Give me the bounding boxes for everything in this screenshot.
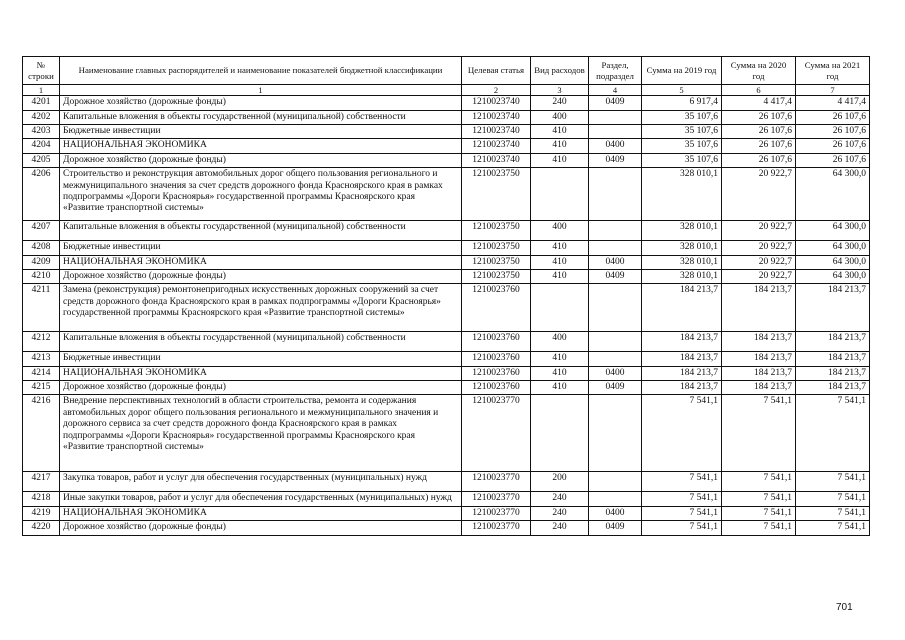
- row-number: 4212: [23, 332, 60, 352]
- header-row: [23, 57, 870, 85]
- row-sum-2019: 328 010,1: [642, 255, 722, 269]
- row-name: Капитальные вложения в объекты государственной (муниципальной) собственности: [60, 221, 462, 241]
- row-section: 0400: [589, 255, 642, 269]
- row-sum-2020: 184 213,7: [722, 352, 796, 366]
- row-number: 4213: [23, 352, 60, 366]
- row-sum-2019: 184 213,7: [642, 332, 722, 352]
- row-section: [589, 472, 642, 492]
- row-name: Дорожное хозяйство (дорожные фонды): [60, 521, 462, 535]
- column-number-row: [23, 85, 870, 96]
- row-expense-type: [531, 168, 589, 221]
- page-number: 701: [836, 602, 853, 613]
- row-sum-2021: 64 300,0: [796, 241, 870, 255]
- row-sum-2021: 7 541,1: [796, 395, 870, 472]
- row-section: [589, 332, 642, 352]
- row-name: Дорожное хозяйство (дорожные фонды): [60, 381, 462, 395]
- row-section: 0409: [589, 521, 642, 535]
- row-sum-2021: 26 107,6: [796, 110, 870, 124]
- row-sum-2021: 26 107,6: [796, 139, 870, 153]
- row-sum-2021: 184 213,7: [796, 284, 870, 332]
- row-name: НАЦИОНАЛЬНАЯ ЭКОНОМИКА: [60, 139, 462, 153]
- row-name: Капитальные вложения в объекты государственной (муниципальной) собственности: [60, 110, 462, 124]
- row-target-article: 1210023760: [462, 284, 531, 332]
- row-sum-2019: 35 107,6: [642, 139, 722, 153]
- row-sum-2020: 4 417,4: [722, 96, 796, 110]
- row-number: 4209: [23, 255, 60, 269]
- row-number: 4204: [23, 139, 60, 153]
- row-number: 4216: [23, 395, 60, 472]
- row-number: 4202: [23, 110, 60, 124]
- row-target-article: 1210023760: [462, 381, 531, 395]
- row-expense-type: 400: [531, 332, 589, 352]
- column-number: 4: [589, 85, 642, 96]
- column-number: 2: [462, 85, 531, 96]
- header-sum-2019: Сумма на 2019 год: [642, 57, 722, 85]
- row-sum-2019: 184 213,7: [642, 381, 722, 395]
- row-number: 4220: [23, 521, 60, 535]
- row-sum-2019: 328 010,1: [642, 269, 722, 283]
- table-row: [23, 395, 870, 472]
- row-expense-type: 410: [531, 381, 589, 395]
- row-expense-type: 410: [531, 124, 589, 138]
- row-section: [589, 110, 642, 124]
- row-sum-2020: 184 213,7: [722, 332, 796, 352]
- row-sum-2020: 26 107,6: [722, 153, 796, 167]
- row-sum-2019: 328 010,1: [642, 168, 722, 221]
- row-sum-2019: 35 107,6: [642, 153, 722, 167]
- row-number: 4208: [23, 241, 60, 255]
- row-target-article: 1210023750: [462, 241, 531, 255]
- row-name: Дорожное хозяйство (дорожные фонды): [60, 269, 462, 283]
- budget-table: [22, 56, 870, 536]
- row-target-article: 1210023750: [462, 168, 531, 221]
- table-row: [23, 269, 870, 283]
- table-row: [23, 352, 870, 366]
- row-name: Бюджетные инвестиции: [60, 241, 462, 255]
- table-row: [23, 381, 870, 395]
- table-row: [23, 110, 870, 124]
- row-sum-2021: 64 300,0: [796, 269, 870, 283]
- row-number: 4218: [23, 492, 60, 506]
- column-number: 5: [642, 85, 722, 96]
- row-sum-2019: 7 541,1: [642, 472, 722, 492]
- table-row: [23, 521, 870, 535]
- row-sum-2020: 7 541,1: [722, 506, 796, 520]
- row-section: [589, 241, 642, 255]
- row-expense-type: 410: [531, 255, 589, 269]
- row-section: [589, 124, 642, 138]
- row-sum-2021: 26 107,6: [796, 124, 870, 138]
- row-sum-2019: 328 010,1: [642, 221, 722, 241]
- row-section: 0409: [589, 153, 642, 167]
- row-sum-2020: 7 541,1: [722, 521, 796, 535]
- row-number: 4203: [23, 124, 60, 138]
- row-sum-2019: 7 541,1: [642, 506, 722, 520]
- table-row: [23, 221, 870, 241]
- row-sum-2021: 64 300,0: [796, 255, 870, 269]
- row-sum-2021: 26 107,6: [796, 153, 870, 167]
- column-number: 3: [531, 85, 589, 96]
- row-number: 4210: [23, 269, 60, 283]
- row-sum-2020: 184 213,7: [722, 381, 796, 395]
- row-expense-type: 240: [531, 506, 589, 520]
- row-sum-2021: 184 213,7: [796, 366, 870, 380]
- row-expense-type: 410: [531, 153, 589, 167]
- row-expense-type: 240: [531, 521, 589, 535]
- header-target: Целевая статья: [462, 57, 531, 85]
- row-name: НАЦИОНАЛЬНАЯ ЭКОНОМИКА: [60, 255, 462, 269]
- row-target-article: 1210023740: [462, 110, 531, 124]
- row-sum-2020: 184 213,7: [722, 284, 796, 332]
- table-row: [23, 366, 870, 380]
- row-expense-type: 410: [531, 269, 589, 283]
- row-expense-type: 410: [531, 352, 589, 366]
- row-target-article: 1210023770: [462, 472, 531, 492]
- row-section: 0400: [589, 506, 642, 520]
- column-number: 1: [60, 85, 462, 96]
- row-sum-2019: 35 107,6: [642, 110, 722, 124]
- row-sum-2020: 26 107,6: [722, 139, 796, 153]
- table-row: [23, 153, 870, 167]
- row-sum-2021: 64 300,0: [796, 221, 870, 241]
- row-target-article: 1210023770: [462, 395, 531, 472]
- row-sum-2021: 4 417,4: [796, 96, 870, 110]
- row-number: 4217: [23, 472, 60, 492]
- row-target-article: 1210023770: [462, 506, 531, 520]
- table-row: [23, 332, 870, 352]
- row-sum-2019: 7 541,1: [642, 521, 722, 535]
- row-sum-2021: 7 541,1: [796, 492, 870, 506]
- row-section: 0409: [589, 96, 642, 110]
- row-expense-type: 240: [531, 96, 589, 110]
- row-name: Строительство и реконструкция автомобильных дорог общего пользования регионального и межмуниципального значения за счет средств дорожного фонда Красноярского края в рамках подпрограммы «Дороги Красноярья» государственной программы Красноярского края «Развитие транспортной системы»: [60, 168, 462, 221]
- row-expense-type: 410: [531, 139, 589, 153]
- row-sum-2020: 7 541,1: [722, 472, 796, 492]
- row-sum-2019: 6 917,4: [642, 96, 722, 110]
- row-section: [589, 168, 642, 221]
- row-sum-2020: 20 922,7: [722, 221, 796, 241]
- row-number: 4219: [23, 506, 60, 520]
- row-section: [589, 221, 642, 241]
- row-name: Иные закупки товаров, работ и услуг для обеспечения государственных (муниципальных) нужд: [60, 492, 462, 506]
- row-expense-type: 200: [531, 472, 589, 492]
- row-sum-2019: 184 213,7: [642, 284, 722, 332]
- row-section: 0409: [589, 381, 642, 395]
- row-name: Внедрение перспективных технологий в области строительства, ремонта и содержания автомобильных дорог общего пользования регионального и межмуниципального значения и дорожного сервиса за счет средств дорожного фонда Красноярского края в рамках подпрограммы «Дороги Красноярья» государственной программы Красноярского края «Развитие транспортной системы»: [60, 395, 462, 472]
- row-sum-2020: 20 922,7: [722, 168, 796, 221]
- table-row: [23, 255, 870, 269]
- row-section: [589, 395, 642, 472]
- header-sum-2021: Сумма на 2021 год: [796, 57, 870, 85]
- row-name: НАЦИОНАЛЬНАЯ ЭКОНОМИКА: [60, 366, 462, 380]
- column-number: 1: [23, 85, 60, 96]
- row-target-article: 1210023750: [462, 221, 531, 241]
- row-section: [589, 492, 642, 506]
- table-row: [23, 506, 870, 520]
- row-target-article: 1210023740: [462, 153, 531, 167]
- row-sum-2019: 184 213,7: [642, 366, 722, 380]
- row-expense-type: 410: [531, 241, 589, 255]
- row-name: Бюджетные инвестиции: [60, 352, 462, 366]
- row-name: Бюджетные инвестиции: [60, 124, 462, 138]
- row-expense-type: [531, 395, 589, 472]
- row-target-article: 1210023750: [462, 269, 531, 283]
- column-number: 7: [796, 85, 870, 96]
- table-row: [23, 168, 870, 221]
- row-target-article: 1210023760: [462, 366, 531, 380]
- row-expense-type: 240: [531, 492, 589, 506]
- table-row: [23, 472, 870, 492]
- row-name: Дорожное хозяйство (дорожные фонды): [60, 153, 462, 167]
- row-sum-2020: 20 922,7: [722, 269, 796, 283]
- header-name: Наименование главных распорядителей и наименование показателей бюджетной классификации: [60, 57, 462, 85]
- row-sum-2020: 20 922,7: [722, 241, 796, 255]
- row-sum-2019: 35 107,6: [642, 124, 722, 138]
- row-target-article: 1210023740: [462, 124, 531, 138]
- row-target-article: 1210023740: [462, 96, 531, 110]
- table-row: [23, 96, 870, 110]
- row-name: Замена (реконструкция) ремонтонепригодных искусственных дорожных сооружений за счет средств дорожного фонда Красноярского края в рамках подпрограммы «Дороги Красноярья» государственной программы Красноярского края «Развитие транспортной системы»: [60, 284, 462, 332]
- row-sum-2019: 7 541,1: [642, 395, 722, 472]
- row-sum-2021: 184 213,7: [796, 332, 870, 352]
- row-section: [589, 352, 642, 366]
- row-target-article: 1210023770: [462, 521, 531, 535]
- row-sum-2020: 26 107,6: [722, 124, 796, 138]
- row-target-article: 1210023750: [462, 255, 531, 269]
- row-number: 4201: [23, 96, 60, 110]
- row-sum-2020: 7 541,1: [722, 395, 796, 472]
- row-number: 4211: [23, 284, 60, 332]
- row-section: 0400: [589, 139, 642, 153]
- row-name: Капитальные вложения в объекты государственной (муниципальной) собственности: [60, 332, 462, 352]
- row-sum-2019: 184 213,7: [642, 352, 722, 366]
- row-name: Дорожное хозяйство (дорожные фонды): [60, 96, 462, 110]
- header-sum-2020: Сумма на 2020 год: [722, 57, 796, 85]
- row-number: 4205: [23, 153, 60, 167]
- row-section: 0409: [589, 269, 642, 283]
- row-sum-2021: 7 541,1: [796, 472, 870, 492]
- table-row: [23, 124, 870, 138]
- row-sum-2019: 328 010,1: [642, 241, 722, 255]
- table-row: [23, 492, 870, 506]
- header-section: Раздел, подраздел: [589, 57, 642, 85]
- row-expense-type: 400: [531, 110, 589, 124]
- row-target-article: 1210023740: [462, 139, 531, 153]
- row-target-article: 1210023770: [462, 492, 531, 506]
- row-expense-type: [531, 284, 589, 332]
- row-expense-type: 410: [531, 366, 589, 380]
- table-row: [23, 139, 870, 153]
- row-sum-2020: 20 922,7: [722, 255, 796, 269]
- row-name: Закупка товаров, работ и услуг для обеспечения государственных (муниципальных) нужд: [60, 472, 462, 492]
- row-target-article: 1210023760: [462, 352, 531, 366]
- row-sum-2021: 7 541,1: [796, 521, 870, 535]
- table-row: [23, 284, 870, 332]
- row-expense-type: 400: [531, 221, 589, 241]
- row-sum-2021: 7 541,1: [796, 506, 870, 520]
- table-row: [23, 241, 870, 255]
- row-number: 4214: [23, 366, 60, 380]
- row-section: [589, 284, 642, 332]
- header-row-no: № строки: [23, 57, 60, 85]
- row-sum-2021: 64 300,0: [796, 168, 870, 221]
- row-sum-2021: 184 213,7: [796, 381, 870, 395]
- column-number: 6: [722, 85, 796, 96]
- row-name: НАЦИОНАЛЬНАЯ ЭКОНОМИКА: [60, 506, 462, 520]
- row-target-article: 1210023760: [462, 332, 531, 352]
- row-section: 0400: [589, 366, 642, 380]
- row-sum-2021: 184 213,7: [796, 352, 870, 366]
- row-sum-2020: 7 541,1: [722, 492, 796, 506]
- row-number: 4207: [23, 221, 60, 241]
- row-sum-2020: 184 213,7: [722, 366, 796, 380]
- row-sum-2019: 7 541,1: [642, 492, 722, 506]
- row-number: 4215: [23, 381, 60, 395]
- header-expense-type: Вид расходов: [531, 57, 589, 85]
- row-number: 4206: [23, 168, 60, 221]
- row-sum-2020: 26 107,6: [722, 110, 796, 124]
